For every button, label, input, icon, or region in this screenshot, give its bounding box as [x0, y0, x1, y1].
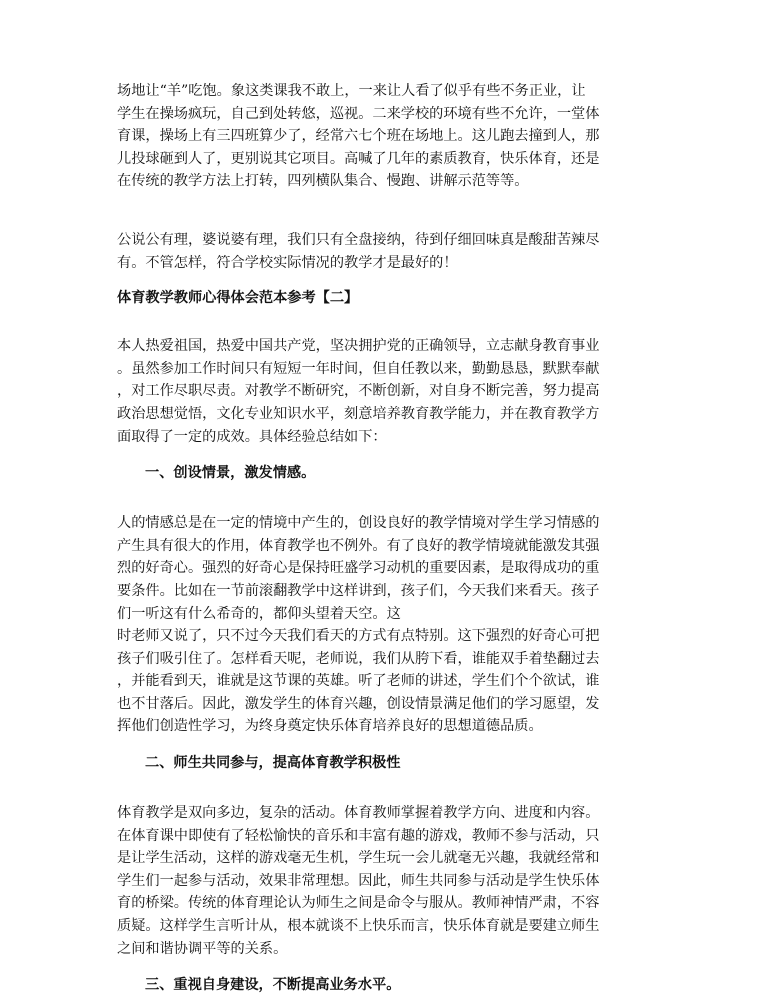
subheading-3: 三、重视自身建设，不断提高业务水平。 — [145, 977, 401, 994]
paragraph-intro: 场地让“羊”吃饱。象这类课我不敢上，一来让人看了似乎有些不务正业，让 学生在操场疯玩，自己到处转悠，巡视。二来学校的环境有些不允许，一堂体 育课，操场上有三四班算少了，经常六七个班在场地上。这儿跑去撞到人，那 儿投球砸到人了，更别说其它项目。高喊了几年的素质教育，快乐体育，还是 在传统的教学方法上打转，四列横队集合、慢跑、讲解示范等等。 — [117, 83, 600, 190]
paragraph-self-intro: 本人热爱祖国，热爱中国共产党，坚决拥护党的正确领导，立志献身教育事业 。虽然参加工作时间只有短短一年时间，但自任教以来，勤勤恳恳，默默奉献 ，对工作尽职尽责。对教学不断研究，不断创新，对自身不断完善，努力提高 政治思想觉悟，文化专业知识水平，刻意培养教育教学能力，并在教育教学方 面取得了一定的成效。具体经验总结如下： — [117, 338, 600, 445]
subheading-1: 一、创设情景，激发情感。 — [145, 465, 316, 482]
subheading-2: 二、师生共同参与，提高体育教学积极性 — [145, 755, 401, 772]
paragraph-emotion: 人的情感总是在一定的情境中产生的，创设良好的教学情境对学生学习情感的 产生具有很大的作用，体育教学也不例外。有了良好的教学情境就能激发其强 烈的好奇心。强烈的好奇心是保持旺盛学习动机的重要因素，是取得成功的重 要条件。比如在一节前滚翻教学中这样讲到，孩子们，今天我们来看天。孩子 们一听这有什么希奇的，都仰头望着天空。这 时老师又说了，只不过今天我们看天的方式有点特别。这下强烈的好奇心可把 孩子们吸引住了。怎样看天呢，老师说，我们从胯下看，谁能双手着垫翻过去 ，并能看到天，谁就是这节课的英雄。听了老师的讲述，学生们个个欲试，谁 也不甘落后。因此，激发学生的体育兴趣，创设情景满足他们的学习愿望，发 挥他们创造性学习，为终身奠定快乐体育培养良好的思想道德品质。 — [117, 515, 600, 735]
paragraph-conclusion: 公说公有理，婆说婆有理，我们只有全盘接纳，待到仔细回味真是酸甜苦辣尽 有。不管怎样，符合学校实际情况的教学才是最好的！ — [117, 231, 600, 271]
paragraph-participation: 体育教学是双向多边，复杂的活动。体育教师掌握着教学方向、进度和内容。 在体育课中即使有了轻松愉快的音乐和丰富有趣的游戏，教师不参与活动，只 是让学生活动，这样的游戏毫无生机，学生玩一会儿就毫无兴趣，我就经常和 学生们一起参与活动，效果非常理想。因此，师生共同参与活动是学生快乐体 育的桥梁。传统的体育理论认为师生之间是命令与服从。教师神情严肃，不容 质疑。这样学生言听计从，根本就谈不上快乐而言，快乐体育就是要建立师生 之间和谐协调平等的关系。 — [117, 805, 600, 957]
section-title: 体育教学教师心得体会范本参考【二】 — [117, 290, 359, 307]
document-page — [117, 80, 657, 996]
